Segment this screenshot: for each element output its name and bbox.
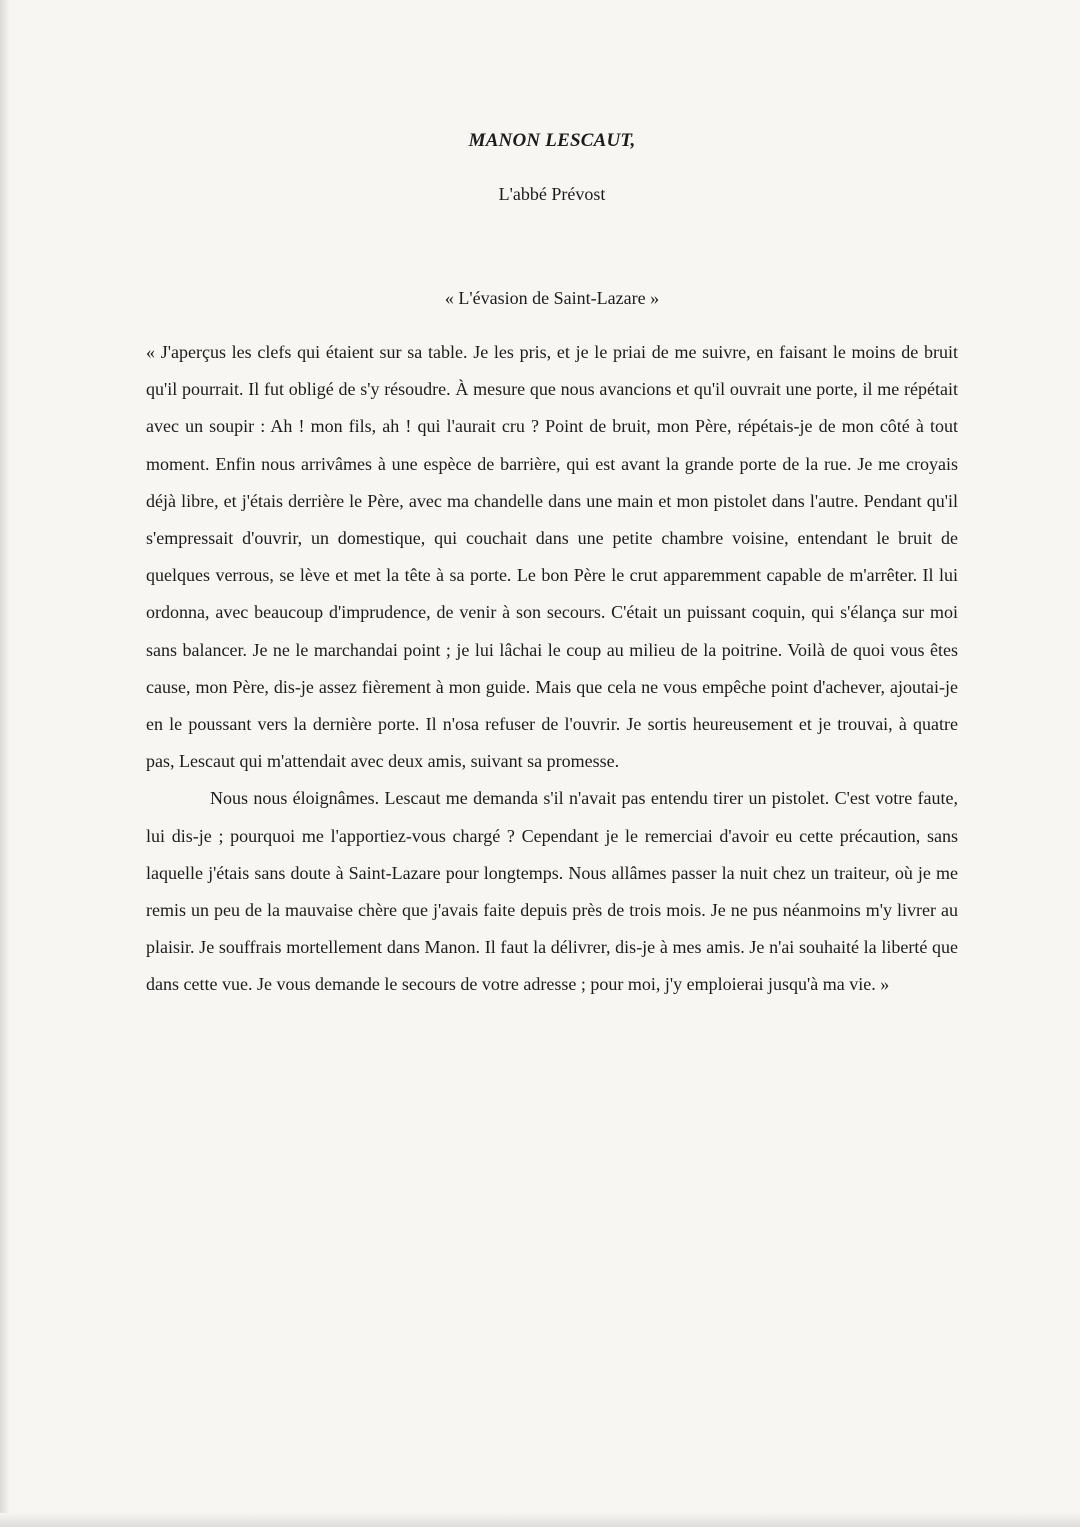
excerpt-body	[146, 334, 958, 1004]
document-author: L'abbé Prévost	[498, 184, 606, 204]
paragraph-1: « J'aperçus les clefs qui étaient sur sa table. Je les pris, et je le priai de me suivre, en faisant le moins de bruit qu'il pourrait. Il fut obligé de s'y résoudre. À mesure que nous avancions et qu'il ouvrait une porte, il me répétait avec un soupir : Ah ! mon fils, ah ! qui l'aurait cru ? Point de bruit, mon Père, répétais-je de mon côté à tout moment. Enfin nous arrivâmes à une espèce de barrière, qui est avant la grande porte de la rue. Je me croyais déjà libre, et j'étais derrière le Père, avec ma chandelle dans une main et mon pistolet dans l'autre. Pendant qu'il s'empressait d'ouvrir, un domestique, qui couchait dans une petite chambre voisine, entendant le bruit de quelques verrous, se lève et met la tête à sa porte. Le bon Père le crut apparemment capable de m'arrêter. Il lui ordonna, avec beaucoup d'imprudence, de venir à son secours. C'était un puissant coquin, qui s'élança sur moi sans balancer. Je ne le marchandai point ; je lui lâchai le coup au milieu de la poitrine. Voilà de quoi vous êtes cause, mon Père, dis-je assez fièrement à mon guide. Mais que cela ne vous empêche point d'achever, ajoutai-je en le poussant vers la dernière porte. Il n'osa refuser de l'ouvrir. Je sortis heureusement et je trouvai, à quatre pas, Lescaut qui m'attendait avec deux amis, suivant sa promesse.	[146, 342, 958, 772]
excerpt-title: « L'évasion de Saint-Lazare »	[444, 288, 660, 308]
paragraph-2: Nous nous éloignâmes. Lescaut me demanda s'il n'avait pas entendu tirer un pistolet. C'est votre faute, lui dis-je ; pourquoi me l'apportiez-vous chargé ? Cependant je le remerciai d'avoir eu cette précaution, sans laquelle j'étais sans doute à Saint-Lazare pour longtemps. Nous allâmes passer la nuit chez un traiteur, où je me remis un peu de la mauvaise chère que j'avais faite depuis près de trois mois. Je ne pus néanmoins m'y livrer au plaisir. Je souffrais mortellement dans Manon. Il faut la délivrer, dis-je à mes amis. Je n'ai souhaité la liberté que dans cette vue. Je vous demande le secours de votre adresse ; pour moi, j'y emploierai jusqu'à ma vie. »	[146, 788, 958, 995]
scan-edge-bottom	[0, 1513, 1080, 1527]
document-title: MANON LESCAUT,	[468, 130, 636, 151]
scan-edge-left	[0, 0, 10, 1527]
